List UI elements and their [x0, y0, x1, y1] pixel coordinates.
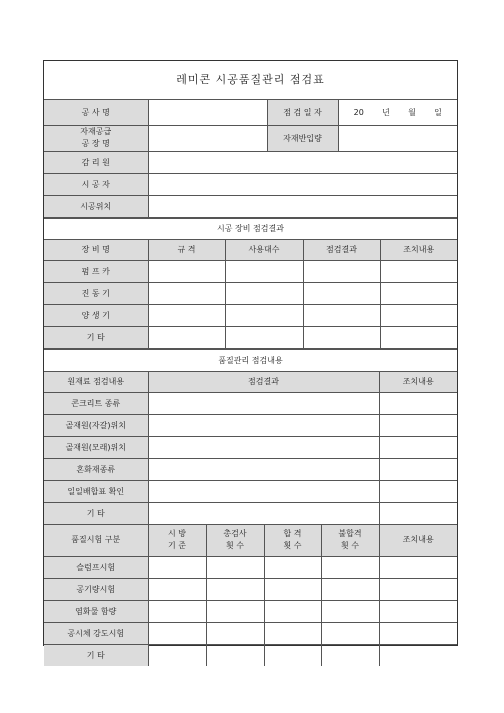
material-delivery-field[interactable]: [338, 125, 457, 151]
site-location-field[interactable]: [148, 195, 457, 217]
test-fail-cell[interactable]: [321, 622, 379, 644]
equipment-count-cell[interactable]: [225, 282, 303, 304]
table-row: [44, 282, 457, 304]
quality-result-cell[interactable]: [148, 392, 379, 414]
quality-row-label: 콘크리트 종류: [44, 392, 148, 414]
test-standard-cell[interactable]: [148, 644, 206, 666]
form-title: 레미콘 시공품질관리 점검표: [44, 61, 457, 99]
quality-row-label: 골재원(자갈)위치: [44, 414, 148, 436]
test-standard-cell[interactable]: [148, 578, 206, 600]
table-row: [44, 436, 457, 458]
quality-action-cell[interactable]: [379, 480, 457, 502]
quality-row-label: 일일배합표 확인: [44, 480, 148, 502]
table-row: [44, 622, 457, 644]
test-header-total-line2: 횟 수: [226, 541, 244, 550]
test-header-fail: [321, 524, 379, 556]
test-row-label: 공기량시험: [44, 578, 148, 600]
quality-header-result: 점검결과: [148, 371, 379, 392]
equipment-result-cell[interactable]: [303, 304, 380, 326]
test-row-label: 염화물 함량: [44, 600, 148, 622]
equipment-table: [44, 218, 457, 349]
quality-action-cell[interactable]: [379, 436, 457, 458]
site-location-label: 시공위치: [44, 195, 148, 217]
test-header-action: 조치내용: [379, 524, 457, 556]
quality-section-title: 품질관리 점검내용: [44, 349, 457, 371]
table-row: [44, 326, 457, 348]
supervisor-label: 감 리 원: [44, 151, 148, 173]
test-pass-cell[interactable]: [264, 644, 321, 666]
test-pass-cell[interactable]: [264, 556, 321, 578]
quality-action-cell[interactable]: [379, 502, 457, 524]
supervisor-field[interactable]: [148, 151, 457, 173]
test-action-cell[interactable]: [379, 622, 457, 644]
test-header-total-line1: 총검사: [223, 529, 247, 538]
equipment-header-spec: 규 격: [148, 239, 225, 260]
quality-header-action: 조치내용: [379, 371, 457, 392]
date-year: 20: [353, 107, 364, 117]
construction-name-field[interactable]: [148, 99, 267, 125]
equipment-result-cell[interactable]: [303, 282, 380, 304]
test-header-standard: [148, 524, 206, 556]
test-header-pass-line1: 합 격: [283, 529, 302, 538]
test-header-category: 품질시험 구분: [44, 524, 148, 556]
table-row: [44, 458, 457, 480]
quality-result-cell[interactable]: [148, 436, 379, 458]
equipment-row-label: 진 동 기: [44, 282, 148, 304]
test-action-cell[interactable]: [379, 600, 457, 622]
table-row: [44, 502, 457, 524]
quality-header-material: 원재료 점검내용: [44, 371, 148, 392]
construction-name-label: 공 사 명: [44, 99, 148, 125]
supplier-label: [44, 125, 148, 151]
table-row: [44, 414, 457, 436]
equipment-result-cell[interactable]: [303, 326, 380, 348]
equipment-header-name: 장 비 명: [44, 239, 148, 260]
equipment-spec-cell[interactable]: [148, 326, 225, 348]
test-row-label: 기 타: [44, 644, 148, 666]
table-row: [44, 578, 457, 600]
test-header-standard-line1: 시 방: [168, 529, 186, 538]
equipment-header-count: 사용대수: [225, 239, 303, 260]
table-row: [44, 600, 457, 622]
table-row: [44, 480, 457, 502]
equipment-count-cell[interactable]: [225, 260, 303, 282]
table-row: [44, 304, 457, 326]
test-pass-cell[interactable]: [264, 600, 321, 622]
material-delivery-label: 자재반입량: [267, 125, 338, 151]
equipment-result-cell[interactable]: [303, 260, 380, 282]
table-row: [44, 644, 457, 666]
supplier-label-line1: 자재공급: [80, 127, 112, 136]
date-month-unit: 월: [408, 107, 416, 117]
table-row: [44, 556, 457, 578]
equipment-count-cell[interactable]: [225, 326, 303, 348]
test-standard-cell[interactable]: [148, 600, 206, 622]
test-total-cell[interactable]: [206, 622, 264, 644]
supplier-label-line2: 공 장 명: [81, 139, 110, 148]
equipment-count-cell[interactable]: [225, 304, 303, 326]
inspection-date-field[interactable]: [338, 99, 457, 125]
test-total-cell[interactable]: [206, 644, 264, 666]
test-standard-cell[interactable]: [148, 556, 206, 578]
quality-row-label: 기 타: [44, 502, 148, 524]
test-action-cell[interactable]: [379, 556, 457, 578]
equipment-spec-cell[interactable]: [148, 260, 225, 282]
equipment-spec-cell[interactable]: [148, 282, 225, 304]
quality-result-cell[interactable]: [148, 480, 379, 502]
test-header-fail-line1: 불합격: [338, 529, 362, 538]
test-header-fail-line2: 횟 수: [341, 541, 359, 550]
equipment-header-result: 점검결과: [303, 239, 380, 260]
contractor-field[interactable]: [148, 173, 457, 195]
test-pass-cell[interactable]: [264, 578, 321, 600]
test-row-label: 슬럼프시험: [44, 556, 148, 578]
test-header-standard-line2: 기 준: [168, 541, 186, 550]
equipment-action-cell[interactable]: [380, 326, 457, 348]
quality-table: [44, 349, 457, 667]
equipment-action-cell[interactable]: [380, 260, 457, 282]
test-header-pass: [264, 524, 321, 556]
test-pass-cell[interactable]: [264, 622, 321, 644]
test-total-cell[interactable]: [206, 600, 264, 622]
test-action-cell[interactable]: [379, 578, 457, 600]
test-standard-cell[interactable]: [148, 622, 206, 644]
quality-action-cell[interactable]: [379, 458, 457, 480]
test-row-label: 공시체 강도시험: [44, 622, 148, 644]
table-row: [44, 260, 457, 282]
quality-row-label: 혼화재종류: [44, 458, 148, 480]
inspection-form: [43, 60, 458, 660]
quality-action-cell[interactable]: [379, 392, 457, 414]
date-year-unit: 년: [382, 107, 390, 117]
equipment-action-cell[interactable]: [380, 282, 457, 304]
equipment-header-action: 조치내용: [380, 239, 457, 260]
quality-action-cell[interactable]: [379, 414, 457, 436]
equipment-action-cell[interactable]: [380, 304, 457, 326]
equipment-row-label: 양 생 기: [44, 304, 148, 326]
test-header-pass-line2: 횟 수: [283, 541, 302, 550]
quality-result-cell[interactable]: [148, 458, 379, 480]
contractor-label: 시 공 자: [44, 173, 148, 195]
test-action-cell[interactable]: [379, 644, 457, 666]
quality-result-cell[interactable]: [148, 502, 379, 524]
equipment-section-title: 시공 장비 점검결과: [44, 218, 457, 239]
general-info-table: [44, 61, 457, 218]
equipment-row-label: 기 타: [44, 326, 148, 348]
equipment-row-label: 펌 프 카: [44, 260, 148, 282]
supplier-field[interactable]: [148, 125, 267, 151]
quality-row-label: 골재원(모래)위치: [44, 436, 148, 458]
test-total-cell[interactable]: [206, 556, 264, 578]
quality-result-cell[interactable]: [148, 414, 379, 436]
test-header-total: [206, 524, 264, 556]
equipment-spec-cell[interactable]: [148, 304, 225, 326]
test-fail-cell[interactable]: [321, 600, 379, 622]
test-fail-cell[interactable]: [321, 644, 379, 666]
test-total-cell[interactable]: [206, 578, 264, 600]
test-fail-cell[interactable]: [321, 556, 379, 578]
inspection-date-label: 점 검 일 자: [267, 99, 338, 125]
date-day-unit: 일: [434, 107, 442, 117]
table-row: [44, 392, 457, 414]
test-fail-cell[interactable]: [321, 578, 379, 600]
